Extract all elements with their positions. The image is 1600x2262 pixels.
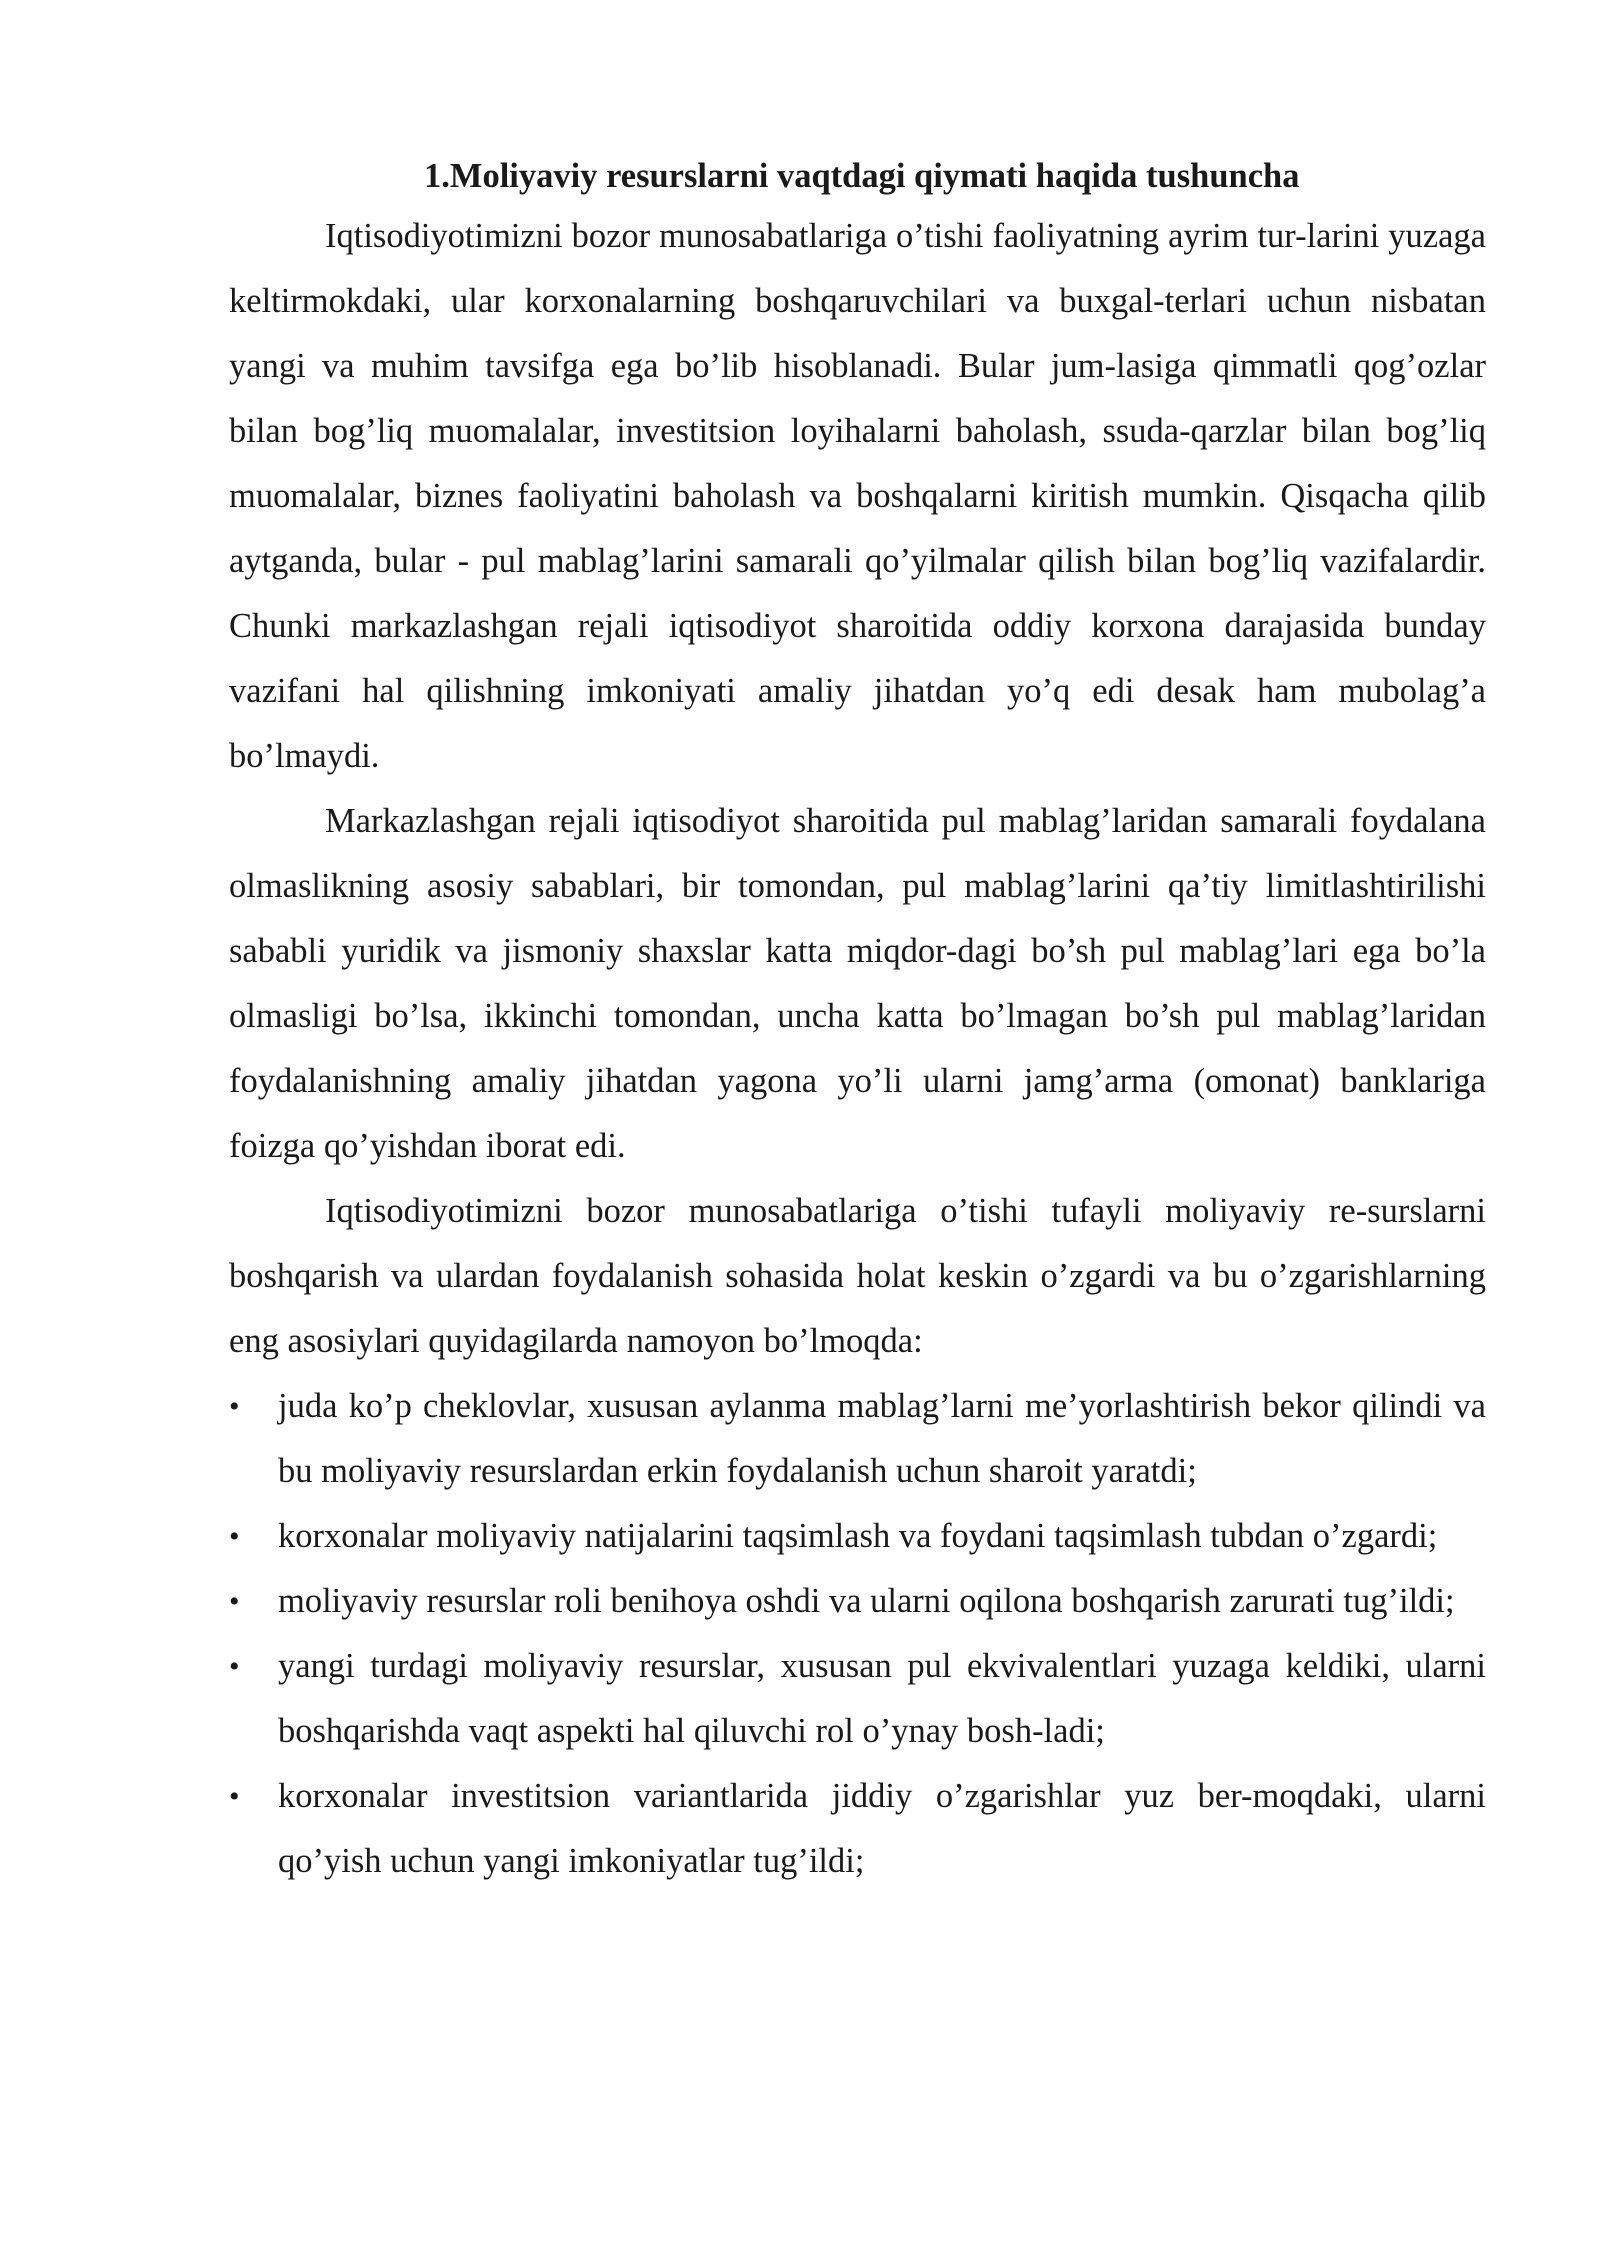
list-item (229, 1374, 1486, 1504)
bullet-icon: • (229, 1390, 240, 1423)
section-title: 1.Moliyaviy resurslarni vaqtdagi qiymati haqida tushuncha (424, 157, 1300, 195)
paragraph-3: Iqtisodiyotimizni bozor munosabatlariga o’tishi tufayli moliyaviy re-surslarni boshqarish va ulardan foydalanish sohasida holat keskin o’zgardi va bu o’zgarishlarning eng asosiylari quyidagilarda namoyon bo’lmoqda: (229, 1192, 1486, 1360)
list-item-text: moliyaviy resurslar roli benihoya oshdi va ularni oqilona boshqarish zarurati tug’ildi; (278, 1582, 1455, 1620)
list-item-text: korxonalar moliyaviy natijalarini taqsimlash va foydani taqsimlash tubdan o’zgardi; (278, 1517, 1438, 1555)
list-item-text: yangi turdagi moliyaviy resurslar, xususan pul ekvivalentlari yuzaga keldiki, ularni boshqarishda vaqt aspekti hal qiluvchi rol o’ynay bosh-ladi; (278, 1647, 1486, 1750)
bullet-list (229, 1374, 1486, 1894)
list-item-text: juda ko’p cheklovlar, xususan aylanma mablag’larni me’yorlashtirish bekor qilindi va bu moliyaviy resurslardan erkin foydalanish uchun sharoit yaratdi; (278, 1387, 1486, 1490)
list-item (229, 1569, 1486, 1634)
bullet-icon: • (229, 1780, 240, 1813)
paragraph-2: Markazlashgan rejali iqtisodiyot sharoitida pul mablag’laridan samarali foydalana olmaslikning asosiy sabablari, bir tomondan, pul mablag’larini qa’tiy limitlashtirilishi sababli yuridik va jismoniy shaxslar katta miqdor-dagi bo’sh pul mablag’lari ega bo’la olmasligi bo’lsa, ikkinchi tomondan, uncha katta bo’lmagan bo’sh pul mablag’laridan foydalanishning amaliy jihatdan yagona yo’li ularni jamg’arma (omonat) banklariga foizga qo’yishdan iborat edi. (229, 802, 1486, 1165)
paragraph-1: Iqtisodiyotimizni bozor munosabatlariga o’tishi faoliyatning ayrim tur-larini yuzaga keltirmokdaki, ular korxonalarning boshqaruvchilari va buxgal-terlari uchun nisbatan yangi va muhim tavsifga ega bo’lib hisoblanadi. Bular jum-lasiga qimmatli qog’ozlar bilan bog’liq muomalalar, investitsion loyihalarni baholash, ssuda-qarzlar bilan bog’liq muomalalar, biznes faoliyatini baholash va boshqalarni kiritish mumkin. Qisqacha qilib aytganda, bular - pul mablag’larini samarali qo’yilmalar qilish bilan bog’liq vazifalardir. Chunki markazlashgan rejali iqtisodiyot sharoitida oddiy korxona darajasida bunday vazifani hal qilishning imkoniyati amaliy jihatdan yo’q edi desak ham mubolag’a bo’lmaydi. (229, 217, 1486, 775)
list-item-text: korxonalar investitsion variantlarida jiddiy o’zgarishlar yuz ber-moqdaki, ularni qo’yish uchun yangi imkoniyatlar tug’ildi; (278, 1777, 1486, 1880)
list-item (229, 1634, 1486, 1764)
list-item (229, 1504, 1486, 1569)
list-item (229, 1764, 1486, 1894)
bullet-icon: • (229, 1650, 240, 1683)
bullet-icon: • (229, 1520, 240, 1553)
document-page (229, 148, 1486, 1894)
bullet-icon: • (229, 1585, 240, 1618)
